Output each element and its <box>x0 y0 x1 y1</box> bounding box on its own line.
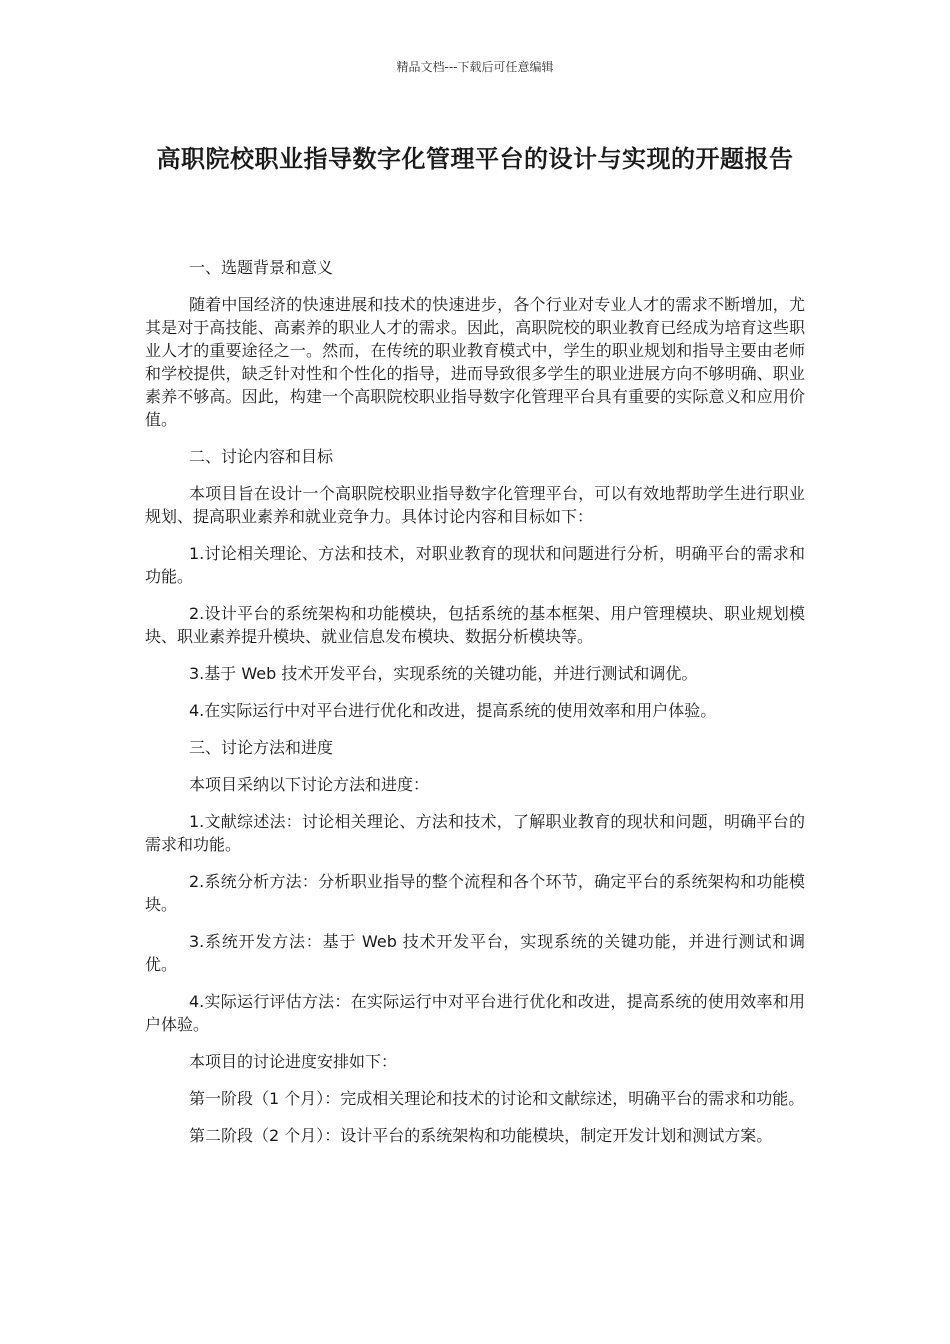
header-note: 精品文档---下载后可任意编辑 <box>396 60 554 74</box>
paragraph-methods-intro: 本项目采纳以下讨论方法和进度： <box>189 775 430 794</box>
paragraph-schedule-intro: 本项目的讨论进度安排如下： <box>189 1052 398 1071</box>
list-item-goal-3: 3.基于 Web 技术开发平台，实现系统的关键功能，并进行测试和调优。 <box>189 664 698 683</box>
list-item-stage-1: 第一阶段（1 个月）：完成相关理论和技术的讨论和文献综述，明确平台的需求和功能。 <box>189 1089 805 1108</box>
section-heading-methods: 三、讨论方法和进度 <box>189 738 334 757</box>
list-item-method-2: 2.系统分析方法：分析职业指导的整个流程和各个环节，确定平台的系统架构和功能模块。 <box>145 872 805 914</box>
paragraph-background: 随着中国经济的快速进展和技术的快速进步，各个行业对专业人才的需求不断增加，尤其是对于高技能、高素养的职业人才的需求。因此，高职院校的职业教育已经成为培育这些职业人才的重要途径之一。然而，在传统的职业教育模式中，学生的职业规划和指导主要由老师和学校提供，缺乏针对性和个性化的指导，进而导致很多学生的职业进展方向不够明确、职业素养不够高。因此，构建一个高职院校职业指导数字化管理平台具有重要的实际意义和应用价值。 <box>145 295 805 429</box>
list-item-method-4: 4.实际运行评估方法：在实际运行中对平台进行优化和改进，提高系统的使用效率和用户体验。 <box>145 992 805 1034</box>
paragraph-content-intro: 本项目旨在设计一个高职院校职业指导数字化管理平台，可以有效地帮助学生进行职业规划、提高职业素养和就业竞争力。具体讨论内容和目标如下： <box>145 484 805 526</box>
page-title: 高职院校职业指导数字化管理平台的设计与实现的开题报告 <box>156 145 794 173</box>
list-item-method-1: 1.文献综述法：讨论相关理论、方法和技术，了解职业教育的现状和问题，明确平台的需求和功能。 <box>145 812 805 854</box>
list-item-goal-4: 4.在实际运行中对平台进行优化和改进，提高系统的使用效率和用户体验。 <box>189 701 717 720</box>
list-item-method-3: 3.系统开发方法：基于 Web 技术开发平台，实现系统的关键功能，并进行测试和调优。 <box>145 932 805 974</box>
section-heading-content-goals: 二、讨论内容和目标 <box>189 447 334 466</box>
list-item-stage-2: 第二阶段（2 个月）：设计平台的系统架构和功能模块，制定开发计划和测试方案。 <box>189 1126 773 1145</box>
list-item-goal-1: 1.讨论相关理论、方法和技术，对职业教育的现状和问题进行分析，明确平台的需求和功能。 <box>145 544 805 586</box>
document-body <box>145 256 805 1161</box>
list-item-goal-2: 2.设计平台的系统架构和功能模块，包括系统的基本框架、用户管理模块、职业规划模块、职业素养提升模块、就业信息发布模块、数据分析模块等。 <box>145 604 805 646</box>
section-heading-background: 一、选题背景和意义 <box>189 258 334 277</box>
